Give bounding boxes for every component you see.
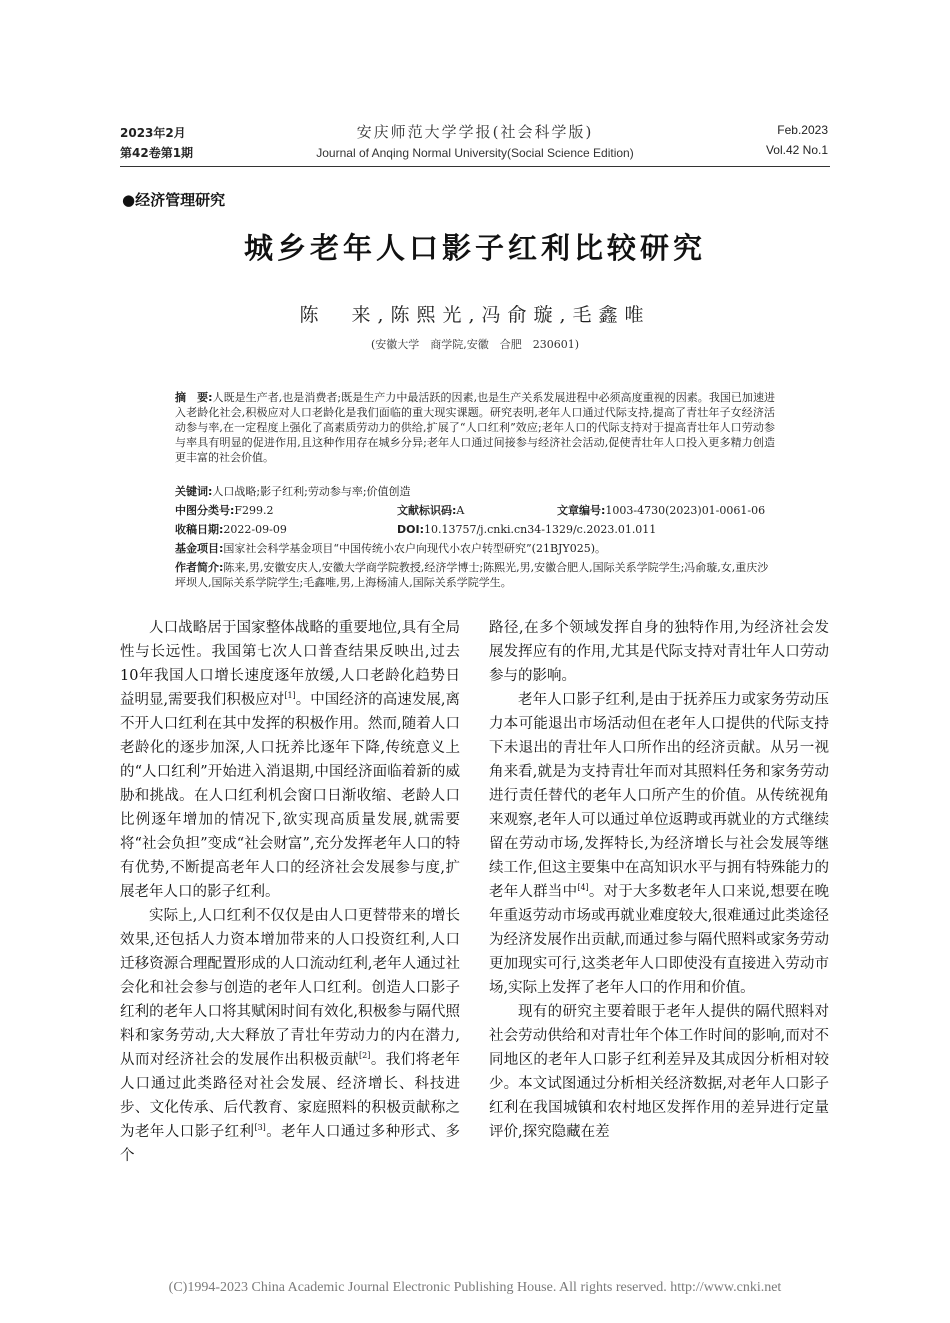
column-tag: ●经济管理研究 xyxy=(122,191,226,209)
abstract xyxy=(175,390,775,465)
abstract-label: 摘 要: xyxy=(175,391,213,404)
journal-name-cn: 安庆师范大学学报(社会科学版) xyxy=(356,123,594,141)
copyright-footer: (C)1994-2023 China Academic Journal Electronic Publishing House. All rights reserved. http://www.cnki.net xyxy=(168,1280,782,1295)
article-number-value: 1003-4730(2023)01-0061-06 xyxy=(605,504,766,517)
author-bio-label: 作者简介: xyxy=(175,561,224,574)
issue-date-cn: 2023年2月 xyxy=(120,126,186,140)
received-label: 收稿日期: xyxy=(175,523,224,536)
abstract-text: 人既是生产者,也是消费者;既是生产力中最活跃的因素,也是生产关系发展进程中必须高度重视的因素。我国已加速进入老龄化社会,积极应对人口老龄化是我们面临的重大现实课题。研究表明,老年人口通过代际支持,提高了青壮年子女经济活动参与率,在一定程度上强化了高素质劳动力的供给,扩展了“人口红利”效应;老年人口的代际支持对于提高青壮年人口劳动参与率具有明显的促进作用,且这种作用存在城乡分异;老年人口通过间接参与经济社会活动,促使青壮年人口投入更多精力创造更丰富的社会价值。 xyxy=(175,391,775,464)
issue-volume-en: Vol.42 No.1 xyxy=(765,143,828,157)
issue-volume-cn: 第42卷第1期 xyxy=(120,146,194,160)
author-bio-value: 陈来,男,安徽安庆人,安徽大学商学院教授,经济学博士;陈熙光,男,安徽合肥人,国际关系学院学生;冯俞璇,女,重庆沙坪坝人,国际关系学院学生;毛鑫唯,男,上海杨浦人,国际关系学院学生。 xyxy=(175,561,769,589)
paragraph: 现有的研究主要着眼于老年人提供的隔代照料对社会劳动供给和对青壮年个体工作时间的影响,而对不同地区的老年人口影子红利差异及其成因分析相对较少。本文试图通过分析相关经济数据,对老年人口影子红利在我国城镇和农村地区发挥作用的差异进行定量评价,探究隐藏在差 xyxy=(489,1004,829,1140)
fund-label: 基金项目: xyxy=(175,542,224,555)
issue-date-en: Feb.2023 xyxy=(777,123,828,137)
article-title: 城乡老年人口影子红利比较研究 xyxy=(243,231,706,265)
fund-value: 国家社会科学基金项目“中国传统小农户向现代小农户转型研究”(21BJY025)。 xyxy=(223,542,606,555)
citation-ref[interactable]: [2] xyxy=(359,1051,371,1061)
paragraph: 老年人口影子红利,是由于抚养压力或家务劳动压力本可能退出市场活动但在老年人口提供的代际支持下未退出的青壮年人口所作出的经济贡献。从另一视角来看,就是为支持青壮年而对其照料任务和家务劳动进行责任替代的老年人口所产生的价值。从传统视角来观察,老年人可以通过单位返聘或再就业的方式继续留在劳动市场,发挥特长,为经济增长与社会发展等继续工作,但这主要集中在高知识水平与拥有特殊能力的老年人群当中[4]。对于大多数老年人口来说,想要在晚年重返劳动市场或再就业难度较大,很难通过此类途径为经济发展作出贡献,而通过参与隔代照料或家务劳动更加现实可行,这类老年人口即使没有直接进入劳动市场,实际上发挥了老年人口的作用和价值。 xyxy=(489,692,830,996)
author-bio xyxy=(175,560,775,590)
doi-value: 10.13757/j.cnki.cn34-1329/c.2023.01.011 xyxy=(423,523,657,536)
author-affiliation: (安徽大学 商学院,安徽 合肥 230601) xyxy=(370,338,580,351)
citation-ref[interactable]: [4] xyxy=(577,883,589,893)
journal-name-en: Journal of Anqing Normal University(Social Science Edition) xyxy=(316,146,634,160)
author-list: 陈 来,陈熙光,冯俞璇,毛鑫唯 xyxy=(299,304,651,326)
body-column-left xyxy=(120,616,460,1168)
citation-ref[interactable]: [3] xyxy=(254,1123,266,1133)
citation-ref[interactable]: [1] xyxy=(284,691,296,701)
keywords-label: 关键词: xyxy=(175,485,213,498)
body-column-right xyxy=(489,616,829,1144)
clc-label: 中图分类号: xyxy=(175,504,235,517)
paragraph: 实际上,人口红利不仅仅是由人口更替带来的增长效果,还包括人力资本增加带来的人口投资红利,人口迁移资源合理配置形成的人口流动红利,老年人通过社会化和社会参与创造的老年人口红利。创造人口影子红利的老年人口将其赋闲时间有效化,积极参与隔代照料和家务劳动,大大释放了青壮年劳动力的内在潜力,从而对经济社会的发展作出积极贡献[2]。我们将老年人口通过此类路径对社会发展、经济增长、科技进步、文化传承、后代教育、家庭照料的积极贡献称之为老年人口影子红利[3]。老年人口通过多种形式、多个 xyxy=(120,908,461,1164)
article-number-label: 文章编号: xyxy=(557,504,606,517)
keywords-value: 人口战略;影子红利;劳动参与率;价值创造 xyxy=(212,485,411,498)
classification-row xyxy=(175,503,775,518)
clc-value: F299.2 xyxy=(234,504,274,517)
header-rule xyxy=(120,166,830,167)
received-value: 2022-09-09 xyxy=(223,523,287,536)
paragraph: 人口战略居于国家整体战略的重要地位,具有全局性与长远性。我国第七次人口普查结果反映出,过去10年我国人口增长速度逐年放缓,人口老龄化趋势日益明显,需要我们积极应对[1]。中国经济的高速发展,离不开人口红利在其中发挥的积极作用。然而,随着人口老龄化的逐步加深,人口抚养比逐年下降,传统意义上的“人口红利”开始进入消退期,中国经济面临着新的威胁和挑战。在人口红利机会窗口日渐收缩、老龄人口比例逐年增加的情况下,欲实现高质量发展,就需要将“社会负担”变成“社会财富”,充分发挥老年人口的特有优势,不断提高老年人口的经济社会发展参与度,扩展老年人口的影子红利。 xyxy=(120,620,460,900)
doc-code-value: A xyxy=(456,504,465,517)
doc-code-label: 文献标识码: xyxy=(397,504,457,517)
keywords xyxy=(175,484,775,499)
doi-label: DOI: xyxy=(397,523,424,536)
date-doi-row xyxy=(175,522,775,537)
fund-info xyxy=(175,541,775,556)
paragraph: 路径,在多个领域发挥自身的独特作用,为经济社会发展发挥应有的作用,尤其是代际支持对青壮年人口劳动参与的影响。 xyxy=(489,620,829,684)
